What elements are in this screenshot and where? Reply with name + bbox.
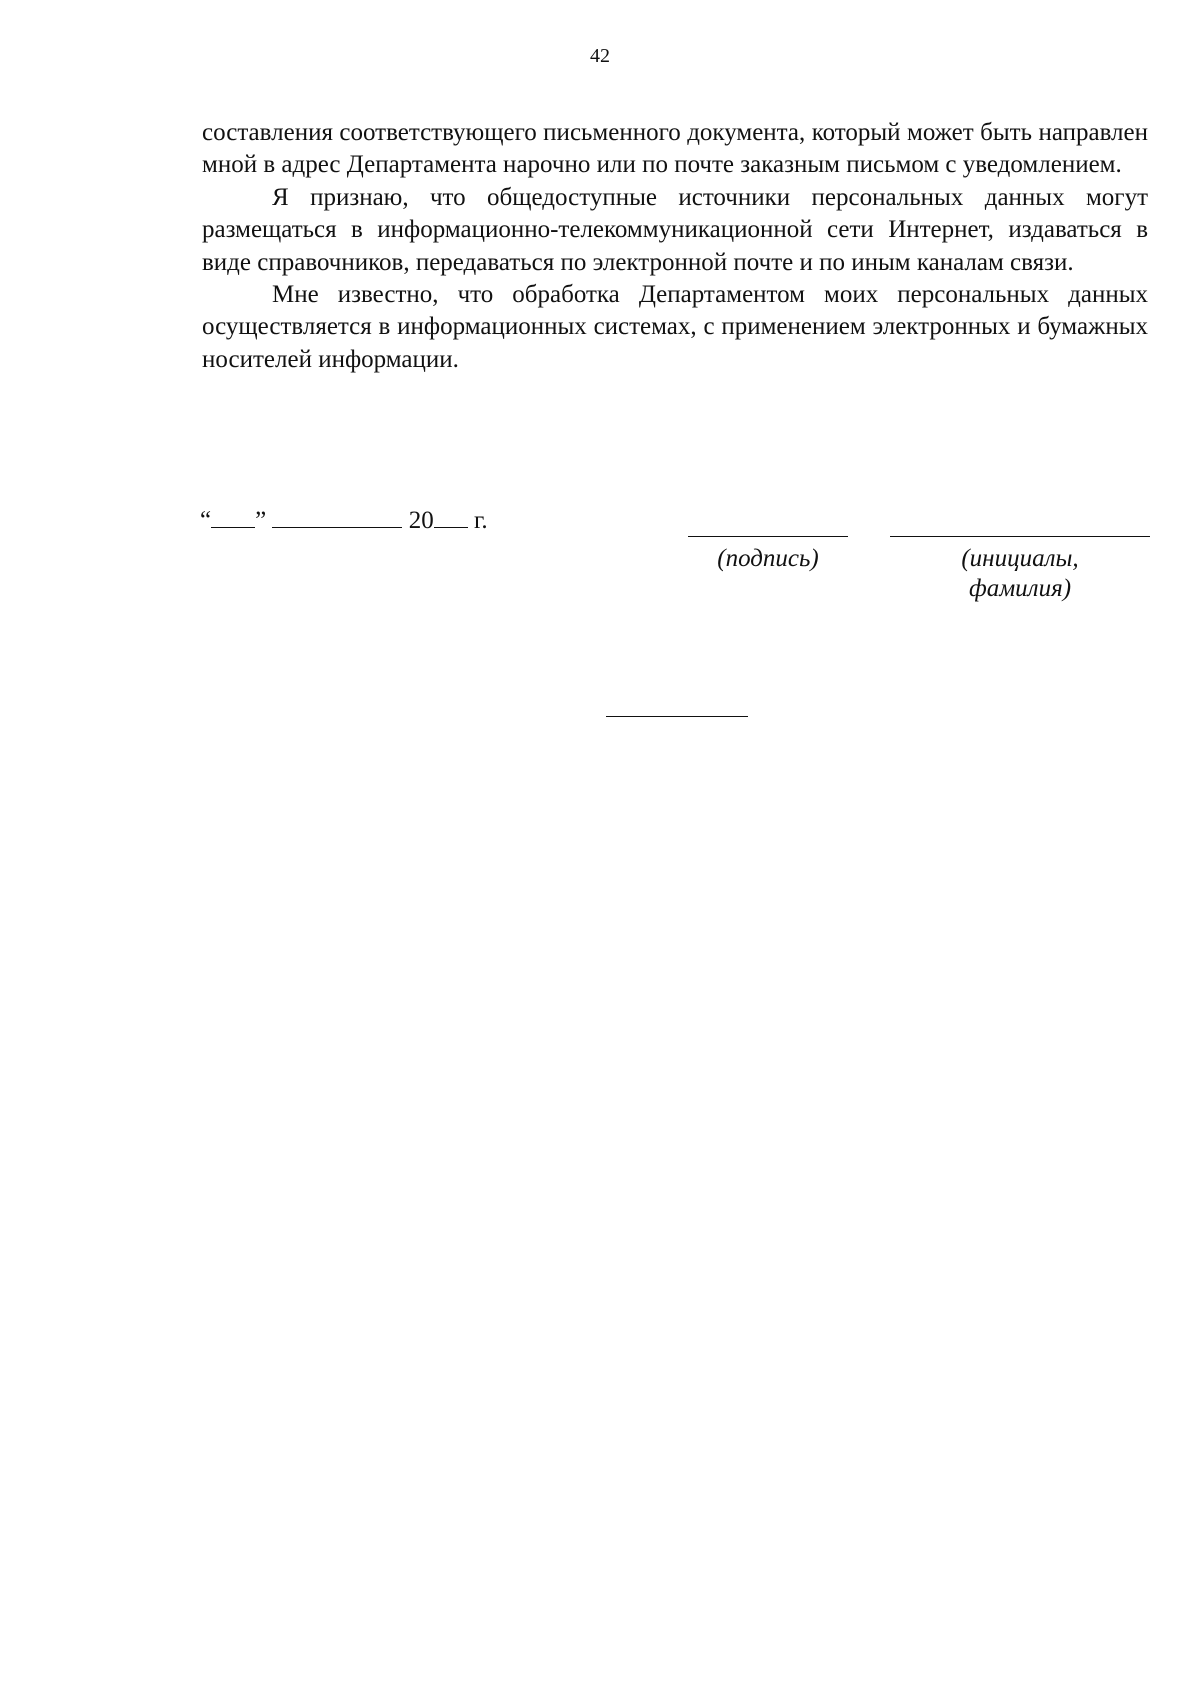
name-caption xyxy=(900,544,1140,604)
quote-close: ” xyxy=(255,507,267,534)
paragraph-processing: Мне известно, что обработка Департаментом моих персональных данных осуществляется в информационных системах, с применением электронных и бумажных носителей информации. xyxy=(202,281,1148,373)
document-body xyxy=(202,117,1148,376)
signature-caption: (подпись) xyxy=(717,545,819,572)
end-of-document-rule xyxy=(606,716,748,717)
paragraph-continuation: составления соответствующего письменного документа, который может быть направлен мной в адрес Департамента нарочно или по почте заказным письмом с уведомлением. xyxy=(202,119,1148,179)
name-line xyxy=(890,536,1150,537)
quote-open: “ xyxy=(200,507,212,534)
name-caption-line1: (инициалы, xyxy=(961,545,1079,572)
paragraph-public-sources: Я признаю, что общедоступные источники персональных данных могут размещаться в информационно-телекоммуникационной сети Интернет, издаваться в виде справочников, передаваться по электронной почте и по иным каналам связи. xyxy=(202,183,1148,276)
year-blank xyxy=(434,505,468,528)
signature-line xyxy=(688,536,848,537)
page-number: 42 xyxy=(590,45,610,67)
month-blank xyxy=(272,505,402,528)
name-caption-line2: фамилия) xyxy=(968,575,1072,602)
date-line xyxy=(200,505,488,536)
day-blank xyxy=(211,505,255,528)
year-prefix: 20 xyxy=(408,507,434,534)
year-suffix: г. xyxy=(473,507,488,534)
